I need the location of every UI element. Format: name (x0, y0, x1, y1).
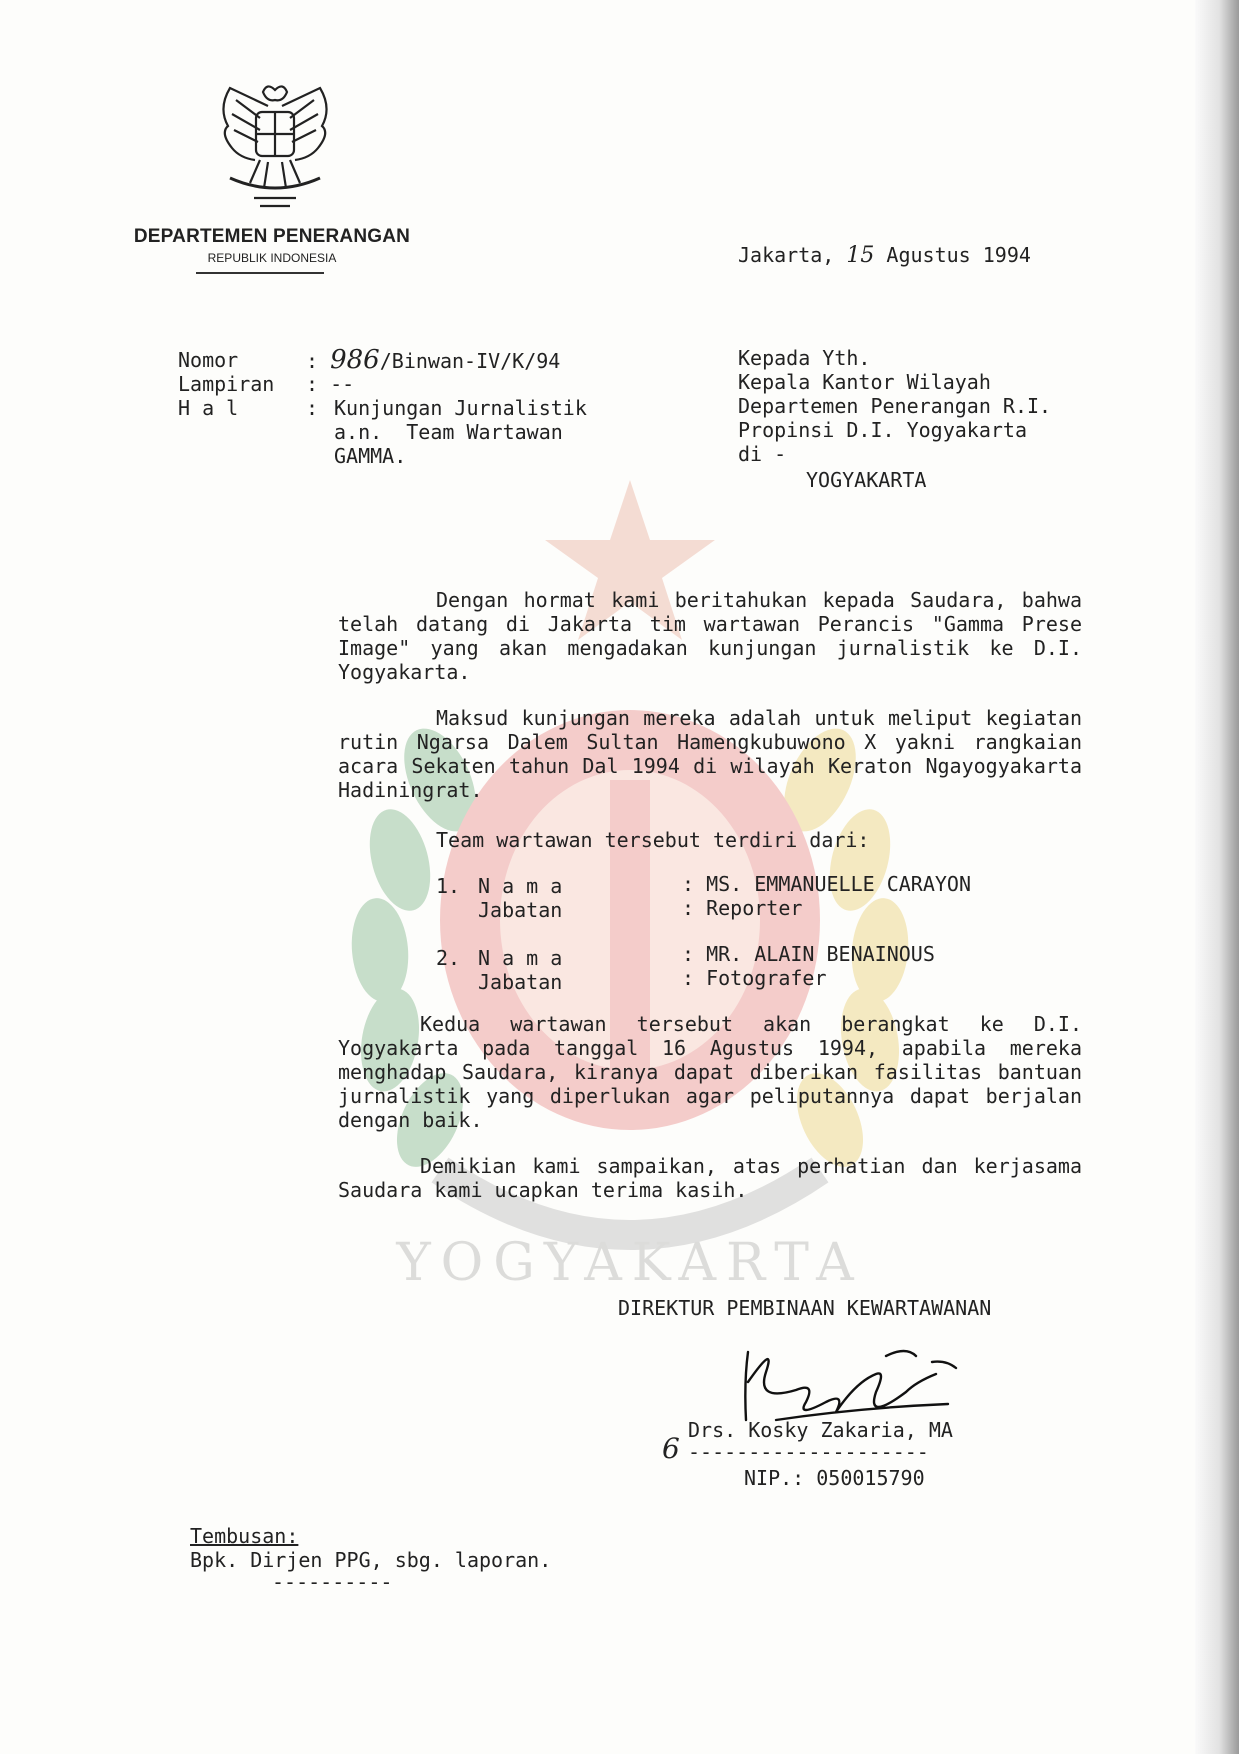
cc-underline: ---------- (272, 1570, 393, 1594)
nomor-handwritten: 986 (330, 345, 380, 375)
recipient-line-5: di - (738, 442, 787, 466)
date-city: Jakarta, (738, 243, 835, 267)
member-1-jabatan: : Reporter (682, 896, 803, 920)
cc-label: Tembusan: (190, 1524, 299, 1548)
hal-label: H a l (178, 396, 239, 420)
lampiran-label: Lampiran (178, 372, 275, 396)
signatory-underline: -------------------- (688, 1440, 929, 1464)
department-name: DEPARTEMEN PENERANGAN (133, 226, 411, 247)
recipient-line-2: Kepala Kantor Wilayah (738, 370, 991, 394)
recipient-line-3: Departemen Penerangan R.I. (738, 394, 1052, 418)
member-2-jabatan: : Fotografer (682, 966, 827, 990)
signatory-nip: NIP.: 050015790 (744, 1466, 925, 1490)
letter-date (738, 243, 1031, 268)
cc-line: Bpk. Dirjen PPG, sbg. laporan. (190, 1548, 552, 1572)
date-month-year: Agustus 1994 (886, 243, 1031, 267)
team-intro: Team wartawan tersebut terdiri dari: (436, 828, 870, 852)
signature-mark: 6 (662, 1432, 680, 1465)
nomor-colon: : (306, 349, 319, 373)
recipient-line-4: Propinsi D.I. Yogyakarta (738, 418, 1027, 442)
hal-line-3: GAMMA. (334, 444, 407, 468)
member-2-nama-label: N a m a (478, 946, 563, 970)
signatory-name: Drs. Kosky Zakaria, MA (688, 1418, 953, 1442)
member-1-number: 1. (436, 874, 461, 898)
scan-edge (1195, 0, 1239, 1754)
paragraph-1: Dengan hormat kami beritahukan kepada Saudara, bahwa telah datang di Jakarta tim wartawan Perancis "Gamma Prese Image" yang akan mengadakan kunjungan jurnalistik ke D.I. Yogyakarta. (338, 588, 1082, 684)
handwritten-signature (736, 1332, 966, 1432)
recipient-city: YOGYAKARTA (806, 468, 927, 492)
signatory-title: DIREKTUR PEMBINAAN KEWARTAWANAN (618, 1296, 992, 1320)
member-2-number: 2. (436, 946, 461, 970)
hal-line-2: a.n. Team Wartawan (334, 420, 563, 444)
letterhead-rule (196, 272, 324, 274)
nomor-label: Nomor (178, 348, 239, 372)
member-1-nama: : MS. EMMANUELLE CARAYON (682, 872, 971, 896)
paragraph-3: Kedua wartawan tersebut akan berangkat ke D.I. Yogyakarta pada tanggal 16 Agustus 1994, apabila mereka menghadap Saudara, kiranya dapat diberikan fasilitas bantuan jurnalistik yang diperlukan agar peliputannya dapat berjalan dengan baik. (338, 1012, 1082, 1132)
republic-name: REPUBLIK INDONESIA (207, 251, 337, 265)
hal-colon: : (306, 396, 319, 420)
date-day-handwritten: 15 (846, 243, 875, 268)
hal-line-1: Kunjungan Jurnalistik (334, 396, 587, 420)
paragraph-2: Maksud kunjungan mereka adalah untuk meliput kegiatan rutin Ngarsa Dalem Sultan Hamengkubuwono X yakni rangkaian acara Sekaten tahun Dal 1994 di wilayah Keraton Ngayogyakarta Hadiningrat. (338, 706, 1082, 802)
member-1-nama-label: N a m a (478, 874, 563, 898)
nomor-value (306, 345, 561, 375)
member-1-jabatan-label: Jabatan (478, 898, 563, 922)
garuda-emblem (210, 78, 340, 213)
lampiran-value: : -- (306, 372, 355, 396)
watermark-text: YOGYAKARTA (396, 1233, 864, 1293)
paragraph-4: Demikian kami sampaikan, atas perhatian dan kerjasama Saudara kami ucapkan terima kasih. (338, 1154, 1082, 1202)
nomor-code: /Binwan-IV/K/94 (379, 349, 561, 373)
member-2-jabatan-label: Jabatan (478, 970, 563, 994)
recipient-line-1: Kepada Yth. (738, 346, 871, 370)
member-2-nama: : MR. ALAIN BENAINOUS (682, 942, 935, 966)
